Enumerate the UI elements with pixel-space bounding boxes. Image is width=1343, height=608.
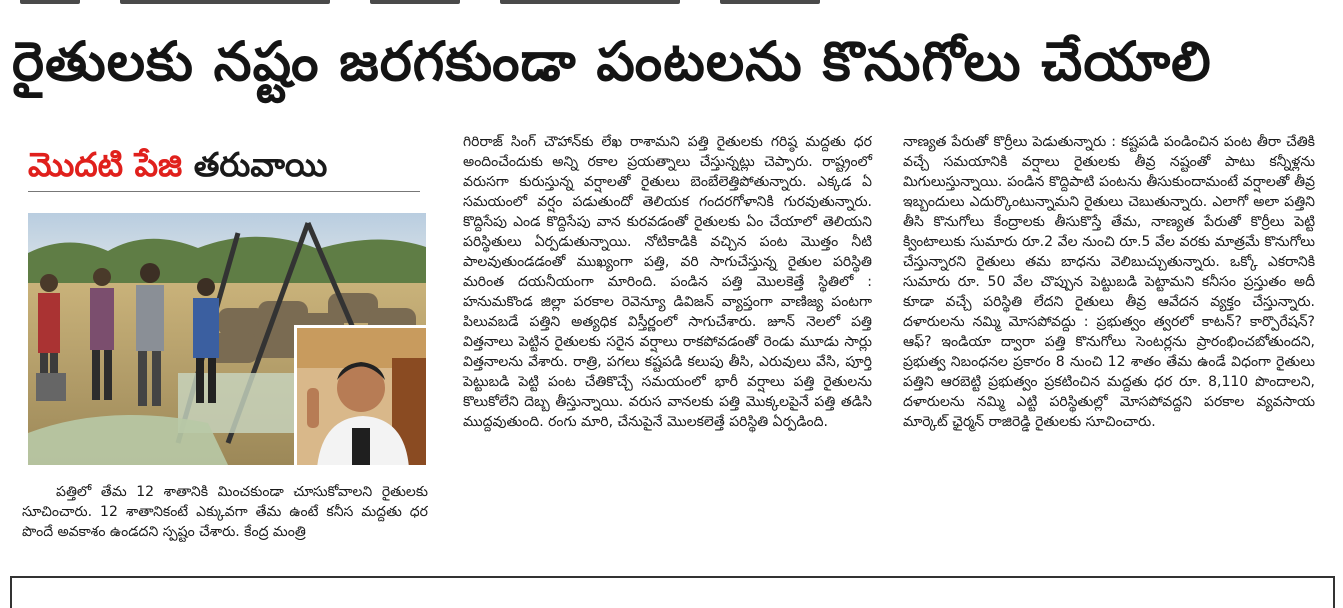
kicker-black: తరువాయి	[193, 145, 328, 184]
kicker-red: మొదటి పేజి	[28, 145, 183, 184]
top-cropped-text-strip	[0, 0, 1343, 8]
cotton-farmers-photo	[28, 213, 426, 465]
column-2-text: గిరిరాజ్ సింగ్ చౌహాన్‌కు లేఖ రాశామని పత్తి రైతులకు గరిష్ఠ మద్దతు ధర అందించేందుకు అన్ని రకాల ప్రయత్నాలు చేస్తున్నట్లు చెప్పారు. రాష్ట్రంలో వరుసగా కురుస్తున్న వర్షాలతో రైతులు బెంబేలెత్తిపోతున్నారు. ఎక్కడ ఏ సమయంలో వర్షం పడుతుందో తెలియక గందరగోళానికి గురవుతున్నారు. కొద్దిసేపు ఎండ కొద్దిసేపు వాన కురవడంతో రైతులకు ఏం చేయాలో తెలియని పరిస్థితులు ఏర్పడుతున్నాయి. నోటికాడికి వచ్చిన పంట మొత్తం నీటి పాలవుతుండడంతో ముఖ్యంగా పత్తి, వరి సాగుచేస్తున్న రైతుల పరిస్థితి మరింత దయనీయంగా మారింది. పండిన పత్తి మొలకెత్తే స్థితిలో : హనుమకొండ జిల్లా పరకాల రెవెన్యూ డివిజన్ వ్యాప్తంగా వాణిజ్య పంటగా పిలువబడే పత్తిని అత్యధిక విస్తీర్ణంలో సాగుచేశారు. జూన్ నెలలో పత్తి విత్తనాలు పెట్టిన రైతులకు సరైన వర్షాలు రాకపోవడంతో రెండు మూడు సార్లు విత్తనాలను వేశారు. రాత్రి, పగలు కష్టపడి కలుపు తీసి, ఎరువులు వేసి, పూర్తి పెట్టుబడి పెట్టి పంట చేతికొచ్చే సమయంలో భారీ వర్షాలు పత్తి రైతులను కొలుకోలేని దెబ్బ తీస్తున్నాయి. వరుస వానలకు పత్తి మొక్కలపైనే పత్తి తడిసి ముద్దవుతుంది. రంగు మారి, చేనుపైనే మొలకలెత్తే పరిస్థితి ఏర్పడింది.	[463, 134, 872, 430]
column-1-text: పత్తిలో తేమ 12 శాతానికి మించకుండా చూసుకోవాలని రైతులకు సూచించారు. 12 శాతానికంటే ఎక్కువగా తేమ ఉంటే కనీస మద్దతు ధర పొందే అవకాశం ఉండదని స్పష్టం చేశారు. కేంద్ర మంత్రి	[22, 484, 428, 540]
headline: రైతులకు నష్టం జరగకుండా పంటలను కొనుగోలు చేయాలి	[12, 30, 1212, 93]
portrait-illustration	[297, 328, 426, 465]
article-column-3	[903, 132, 1315, 432]
article-column-2	[463, 132, 872, 432]
kicker-underline	[28, 191, 420, 192]
minister-inset-photo	[294, 325, 426, 465]
next-article-box-border	[10, 576, 1335, 608]
article-column-1	[22, 482, 428, 542]
column-3-text: నాణ్యత పేరుతో కొర్రీలు పెడుతున్నారు : కష్టపడి పండించిన పంట తీరా చేతికి వచ్చే సమయానికి వర్షాలు రైతులకు తీవ్ర నష్టంతో పాటు కన్నీళ్లను మిగులుస్తున్నాయి. పండిన కొద్దిపాటి పంటను తీసుకుందామంటే వర్షాలతో తీవ్ర ఇబ్బందులు ఎదుర్కొంటున్నామని రైతులు చెబుతున్నారు. ఎలాగో అలా పత్తిని తీసి కొనుగోలు కేంద్రాలకు తీసుకొస్తే తేమ, నాణ్యత పేరుతో కొర్రీలు పెట్టి క్వింటాలుకు సుమారు రూ.2 వేల నుంచి రూ.5 వేల వరకు మాత్రమే కొనుగోలు చేస్తున్నారని రైతులు తమ బాధను వెలిబుచ్చుతున్నారు. ఒక్కో ఎకరానికి సుమారు రూ. 50 వేల చొప్పున పెట్టుబడి పెట్టామని కనీసం ప్రస్తుతం అదీ కూడా వచ్చే పరిస్థితి లేదని రైతులు తీవ్ర ఆవేదన వ్యక్తం చేస్తున్నారు. దళారులను నమ్మి మోసపోవద్దు : ప్రభుత్వం త్వరలో కాటన్? కార్పొరేషన్? ఆఫ్? ఇండియా ద్వారా పత్తి కొనుగోలు సెంటర్లను ప్రారంభించబోతుందని, ప్రభుత్వ నిబంధనల ప్రకారం 8 నుంచి 12 శాతం తేమ ఉండే విధంగా రైతులు పత్తిని ఆరబెట్టి ప్రభుత్వం ప్రకటించిన మద్దతు ధర రూ. 8,110 పొందాలని, దళారులను నమ్మి ఎట్టి పరిస్థితుల్లో మోసపోవద్దని పరకాల వ్యవసాయ మార్కెట్ ఛైర్మన్ రాజిరెడ్డి రైతులకు సూచించారు.	[903, 134, 1315, 430]
continued-from-front-page-label	[28, 142, 420, 188]
